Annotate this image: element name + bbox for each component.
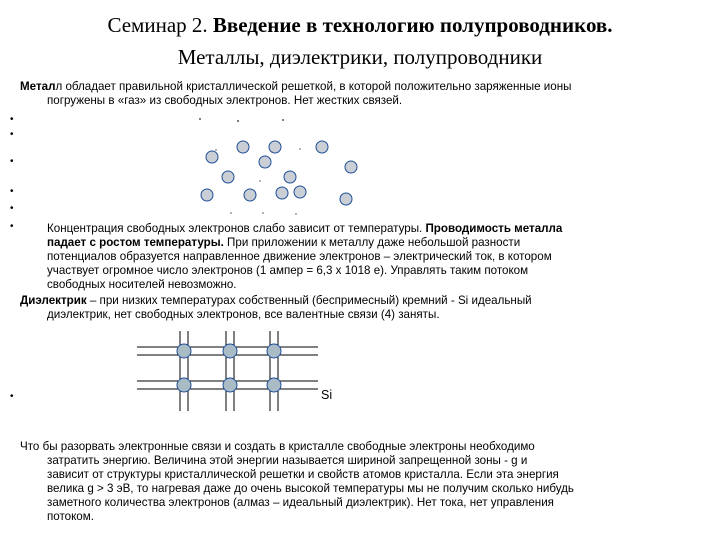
- electron-dot: [215, 149, 217, 151]
- bullet-marker: •: [10, 221, 14, 232]
- ion-circle: [276, 187, 288, 199]
- si-atom: [267, 344, 281, 358]
- si-lattice-diagram: [137, 331, 318, 411]
- dielectric-line2: диэлектрик, нет свободных электронов, все валентные связи (4) заняты.: [47, 308, 440, 321]
- title-bold: Введение в технологию полупроводников.: [212, 13, 613, 37]
- electron-dot: [259, 180, 261, 182]
- conductivity-bold-cont: падает с ростом температуры.: [47, 236, 224, 249]
- concentration-line5: свободных носителей невозможно.: [47, 278, 237, 291]
- electron-dot: [199, 118, 201, 120]
- concentration-line2: [47, 236, 520, 249]
- concentration-line2-text: При приложении к металлу даже небольшой разности: [223, 236, 521, 249]
- ion-circle: [316, 141, 328, 153]
- electron-dot: [271, 151, 273, 153]
- bullet-marker: •: [10, 156, 14, 167]
- title-prefix: Семинар 2.: [107, 13, 213, 37]
- si-atom: [223, 378, 237, 392]
- metal-paragraph-line2: погружены в «газ» из свободных электронов. Нет жестких связей.: [47, 94, 403, 107]
- bullet-marker: •: [10, 186, 14, 197]
- dielectric-term: Диэлектрик: [20, 294, 87, 307]
- ion-circle: [259, 156, 271, 168]
- electron-dot: [237, 120, 239, 122]
- concentration-line1: [47, 222, 562, 235]
- metal-line1-text: л обладает правильной кристаллической решеткой, в которой положительно заряженные ионы: [55, 80, 572, 93]
- si-atom: [267, 378, 281, 392]
- ion-circle: [201, 189, 213, 201]
- si-label: Si: [321, 388, 333, 402]
- bullet-marker: •: [10, 203, 14, 214]
- ion-circle: [237, 141, 249, 153]
- dielectric-line1: [20, 294, 532, 307]
- concentration-line4: участвует огромное число электронов (1 ампер = 6,3 x 1018 e). Управлять таким потоком: [47, 264, 529, 277]
- bandgap-line6: потоком.: [47, 510, 94, 523]
- bullet-marker: •: [10, 129, 14, 140]
- ion-circle: [294, 186, 306, 198]
- dielectric-line1-text: – при низких температурах собственный (беспримесный) кремний - Si идеальный: [86, 294, 532, 307]
- si-atom: [223, 344, 237, 358]
- ion-circle: [345, 161, 357, 173]
- bandgap-line5: заметного количества электронов (алмаз – идеальный диэлектрик). Нет тока, нет управления: [47, 496, 554, 509]
- ion-circle: [340, 193, 352, 205]
- ion-circle: [222, 171, 234, 183]
- metal-term: Метал: [20, 80, 56, 93]
- bandgap-line3: зависит от структуры кристаллической решетки и свойств атомов кристалла. Если эта энергия: [47, 468, 559, 481]
- slide-title-line2: Металлы, диэлектрики, полупроводники: [177, 45, 543, 69]
- si-atom: [177, 378, 191, 392]
- electron-dot: [295, 213, 297, 215]
- ion-circle: [206, 151, 218, 163]
- ion-circle: [284, 171, 296, 183]
- bandgap-line4: велика g > 3 эВ, то нагревая даже до очень высокой температуры мы не получим сколько нибудь: [47, 482, 574, 495]
- electron-dot: [282, 119, 284, 121]
- conductivity-bold: Проводимость металла: [425, 222, 563, 235]
- ion-circle: [269, 141, 281, 153]
- ion-circle: [244, 189, 256, 201]
- bandgap-line2: затратить энергию. Величина этой энергии называется шириной запрещенной зоны - g и: [47, 454, 528, 467]
- bullet-marker: •: [10, 114, 14, 125]
- electron-dot: [230, 212, 232, 214]
- bandgap-line1: Что бы разорвать электронные связи и создать в кристалле свободные электроны необходимо: [20, 440, 535, 453]
- si-atom: [177, 344, 191, 358]
- electron-dot: [262, 212, 264, 214]
- bullet-marker: •: [10, 391, 14, 402]
- concentration-text: Концентрация свободных электронов слабо зависит от температуры.: [47, 222, 426, 235]
- concentration-line3: потенциалов образуется направленное движение электронов – электрический ток, в котором: [47, 250, 552, 263]
- electron-dot: [299, 148, 301, 150]
